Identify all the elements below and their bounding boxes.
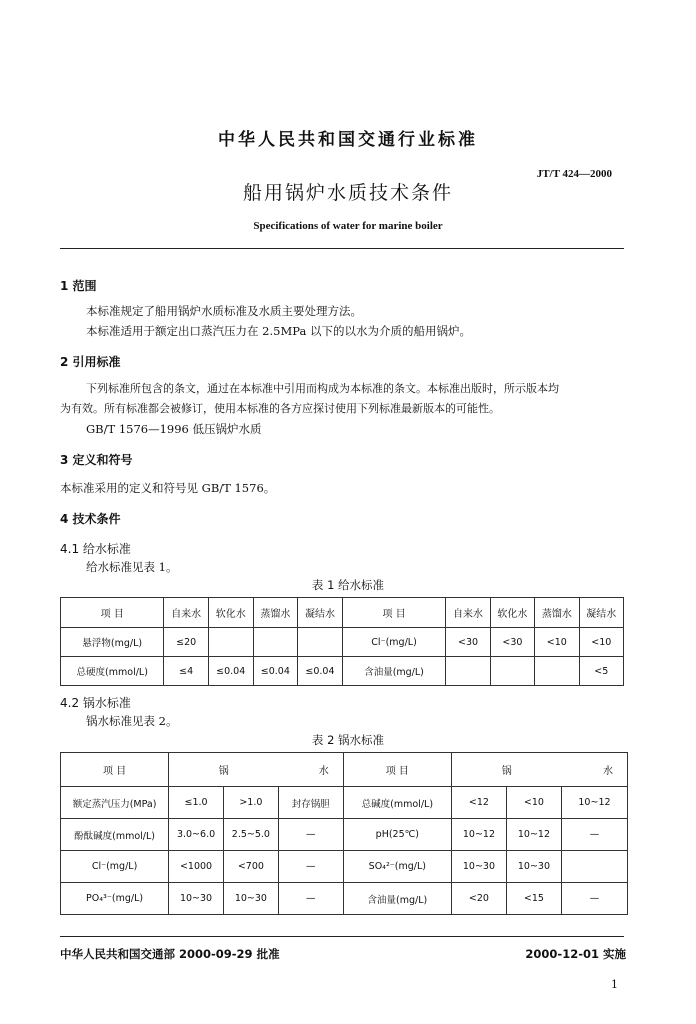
table-cell: >1.0: [223, 787, 278, 819]
section-4-1-text: 给水标准见表 1。: [86, 560, 178, 574]
section-3-para-1: 本标准采用的定义和符号见 GB/T 1576。: [60, 481, 276, 495]
table-1-header-cell: 自来水: [164, 598, 208, 628]
header-divider: [60, 248, 624, 249]
issuer-approval: 中华人民共和国交通部 2000-09-29 批准: [60, 947, 280, 961]
section-2-reference: GB/T 1576—1996 低压锅炉水质: [86, 422, 262, 436]
table-2-header-cell: 锅: [451, 753, 561, 787]
table-cell: [490, 657, 534, 686]
english-subtitle: Specifications of water for marine boiler: [253, 220, 443, 232]
table-row: [61, 598, 624, 628]
section-1-para-2: 本标准适用于额定出口蒸汽压力在 2.5MPa 以下的以水为介质的船用锅炉。: [86, 324, 471, 338]
table-cell: <12: [451, 787, 506, 819]
table-2-header-cell: 锅: [169, 753, 279, 787]
table-cell: 悬浮物(mg/L): [61, 628, 164, 657]
table-cell: <15: [506, 883, 561, 915]
table-1-header-cell: 软化水: [208, 598, 253, 628]
table-cell: <30: [490, 628, 534, 657]
table-cell: —: [561, 819, 627, 851]
table-cell: 含油量(mg/L): [342, 657, 446, 686]
standard-title: 中华人民共和国交通行业标准: [218, 130, 478, 150]
section-3-heading: 3 定义和符号: [60, 453, 133, 467]
section-4-2-text: 锅水标准见表 2。: [86, 714, 178, 728]
table-cell: 额定蒸汽压力(MPa): [61, 787, 169, 819]
table-cell: Cl⁻(mg/L): [342, 628, 446, 657]
table-cell: 酚酞碱度(mmol/L): [61, 819, 169, 851]
table-cell: —: [278, 883, 343, 915]
table-row: [61, 787, 628, 819]
table-row: [61, 883, 628, 915]
table-2-caption: 表 2 锅水标准: [311, 733, 385, 747]
table-cell: 含油量(mg/L): [343, 883, 451, 915]
table-cell: —: [561, 883, 627, 915]
table-cell: —: [278, 819, 343, 851]
table-cell: ≤4: [164, 657, 208, 686]
table-row: [61, 657, 624, 686]
standard-code: JT/T 424—2000: [536, 168, 612, 180]
table-1-header-cell: 凝结水: [298, 598, 343, 628]
table-cell: [298, 628, 343, 657]
table-cell: ≤1.0: [169, 787, 224, 819]
table-row: [61, 628, 624, 657]
table-cell: <20: [451, 883, 506, 915]
table-cell: ≤0.04: [298, 657, 343, 686]
table-cell: Cl⁻(mg/L): [61, 851, 169, 883]
table-row: [61, 819, 628, 851]
table-2-header-cell: 项 目: [343, 753, 451, 787]
table-cell: 10~30: [451, 851, 506, 883]
table-1-header-cell: 项 目: [61, 598, 164, 628]
table-cell: 总硬度(mmol/L): [61, 657, 164, 686]
table-cell: pH(25℃): [343, 819, 451, 851]
table-1-header-cell: 蒸馏水: [253, 598, 298, 628]
section-2-para-1a: 下列标准所包含的条文，通过在本标准中引用而构成为本标准的条文。本标准出版时，所示版本均: [86, 382, 559, 395]
table-cell: 10~30: [506, 851, 561, 883]
table-cell: 10~12: [561, 787, 627, 819]
table-2-header-cell: 水: [561, 753, 627, 787]
table-cell: ≤20: [164, 628, 208, 657]
table-cell: 10~30: [223, 883, 278, 915]
table-cell: <700: [223, 851, 278, 883]
table-cell: [561, 851, 627, 883]
table-1-caption: 表 1 给水标准: [311, 578, 385, 592]
table-cell: <10: [579, 628, 623, 657]
table-cell: 10~12: [506, 819, 561, 851]
table-cell: 总碱度(mmol/L): [343, 787, 451, 819]
page-number: 1: [611, 978, 618, 991]
document-title: 船用锅炉水质技术条件: [242, 182, 453, 204]
table-cell: —: [278, 851, 343, 883]
table-2-header-cell: 水: [278, 753, 343, 787]
table-cell: <10: [535, 628, 579, 657]
table-cell: [535, 657, 579, 686]
table-cell: [253, 628, 298, 657]
effective-date: 2000-12-01 实施: [525, 947, 626, 961]
table-1-header-cell: 蒸馏水: [535, 598, 579, 628]
table-row: [61, 851, 628, 883]
section-4-1-heading: 4.1 给水标准: [60, 542, 131, 556]
table-1-header-cell: 软化水: [490, 598, 534, 628]
table-cell: ≤0.04: [253, 657, 298, 686]
table-cell: [446, 657, 490, 686]
table-cell: 10~12: [451, 819, 506, 851]
section-1-para-1: 本标准规定了船用锅炉水质标准及水质主要处理方法。: [86, 304, 362, 318]
table-cell: ≤0.04: [208, 657, 253, 686]
table-cell: <1000: [169, 851, 224, 883]
table-1: [60, 597, 624, 686]
table-cell: 封存锅胆: [278, 787, 343, 819]
section-1-heading: 1 范围: [60, 279, 97, 293]
table-cell: <5: [579, 657, 623, 686]
table-cell: PO₄³⁻(mg/L): [61, 883, 169, 915]
table-1-header-cell: 凝结水: [579, 598, 623, 628]
section-2-heading: 2 引用标准: [60, 355, 121, 369]
table-cell: <10: [506, 787, 561, 819]
table-row: [61, 753, 628, 787]
table-cell: SO₄²⁻(mg/L): [343, 851, 451, 883]
table-1-header-cell: 自来水: [446, 598, 490, 628]
table-cell: [208, 628, 253, 657]
table-cell: <30: [446, 628, 490, 657]
table-cell: 3.0~6.0: [169, 819, 224, 851]
table-cell: 2.5~5.0: [223, 819, 278, 851]
footer-divider: [60, 936, 624, 937]
section-4-2-heading: 4.2 锅水标准: [60, 696, 131, 710]
table-cell: 10~30: [169, 883, 224, 915]
section-4-heading: 4 技术条件: [60, 512, 121, 526]
table-1-header-cell: 项 目: [342, 598, 446, 628]
section-2-para-1b: 为有效。所有标准都会被修订，使用本标准的各方应探讨使用下列标准最新版本的可能性。: [60, 402, 500, 415]
table-2: [60, 752, 628, 915]
table-2-header-cell: 项 目: [61, 753, 169, 787]
